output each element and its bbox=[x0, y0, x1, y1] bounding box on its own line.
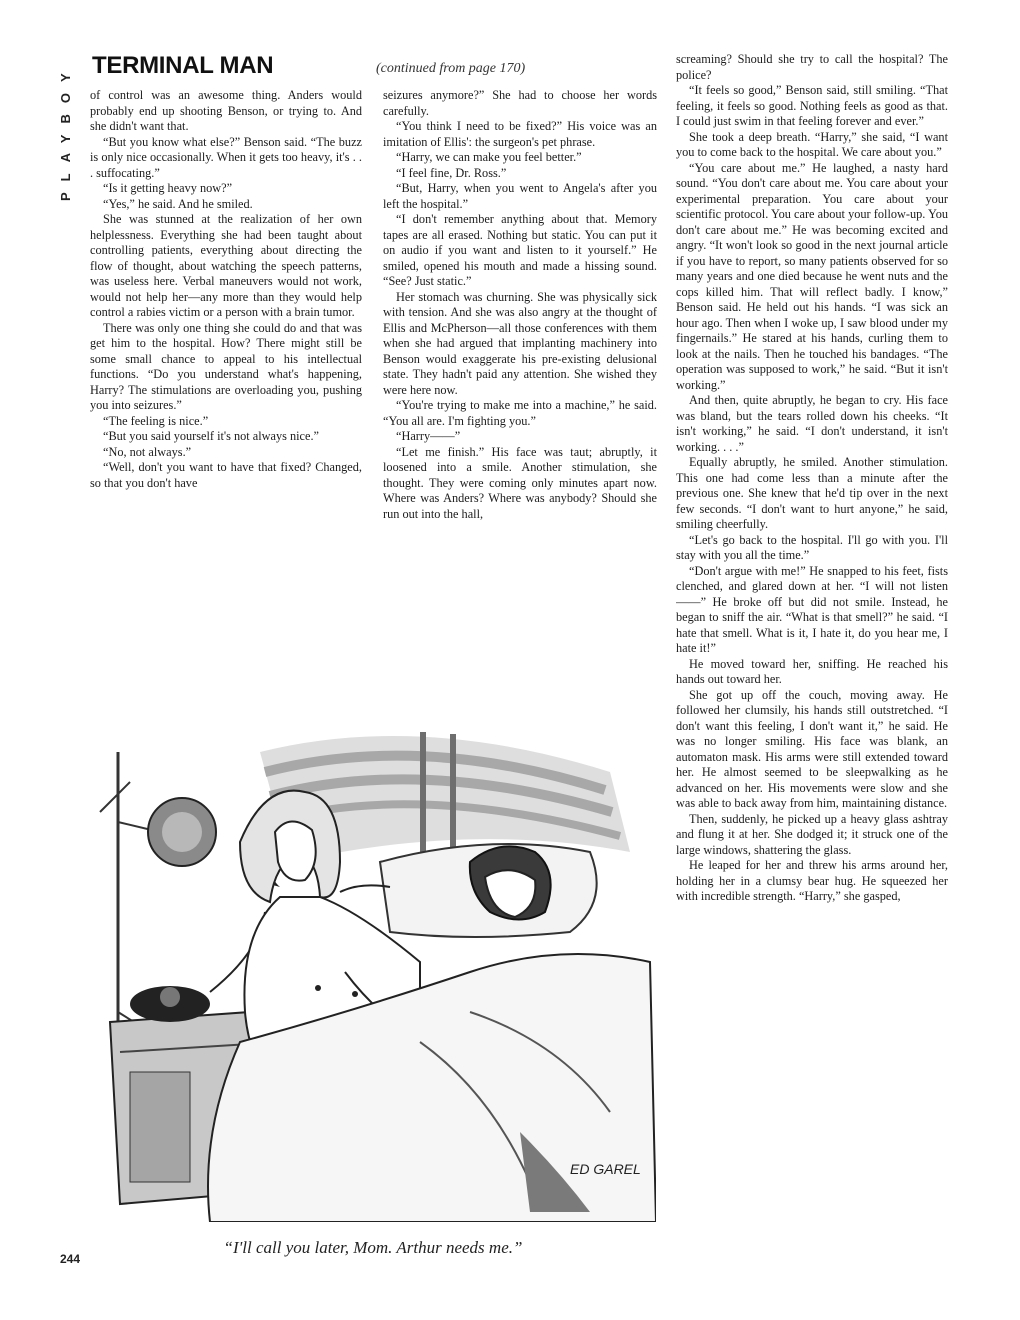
paragraph: He moved toward her, sniffing. He reached his hands out toward her. bbox=[676, 656, 948, 686]
paragraph: “Harry——” bbox=[396, 429, 461, 443]
paragraph: “Harry, we can make you feel better.” bbox=[396, 150, 582, 164]
paragraph: Then, suddenly, he picked up a heavy glass ashtray and flung it at her. She dodged it; it struck one of the large windows, shattering the glass. bbox=[676, 811, 948, 857]
paragraph: Her stomach was churning. She was physically sick with tension. And she was also angry at the thought of Ellis and McPherson—all those conferences with them when she had argued that implanting machinery into Benson would exaggerate his pre-existing delusional state. They hadn't paid any attention. She wished they were here now. bbox=[383, 289, 657, 397]
paragraph: She got up off the couch, moving away. He followed her clumsily, his hands still outstretched. “I don't want this feeling, I don't want it,” he said. He was no longer smiling. His face was blank, an automaton mask. His arms were still extended toward her. He almost seemed to be sleepwalking as he advanced on her. His movements were slow and she was able to back away from him, maintaining distance. bbox=[676, 687, 948, 810]
paragraph: She was stunned at the realization of her own helplessness. Everything she had been taught about controlling patients, everything about directing the flow of thought, about watching the speech patterns, was useless here. Verbal maneuvers would not work, would not help her—any more than they would help control a rabies victim or a person with a brain tumor. bbox=[90, 212, 362, 319]
paragraph: “You care about me.” He laughed, a nasty hard sound. “You don't care about me. You care about your experimental preparation. You care about your scientific protocol. You care about your follow-up. You don't care about me.” He was becoming excited and angry. “It won't look so good in the next journal article if you have to report, so many patients observed for so many years and one died because he went nuts and the cops killed him. That will reflect badly. I know,” Benson said. He held out his hands. “I was sick an hour ago. Then when I woke up, I saw blood under my fingernails.” He stared at his hands, curling them to look at the nails. Then he touched his bandages. “The operation was supposed to work,” he said. “But it isn't working.” bbox=[676, 160, 948, 392]
paragraph: “Don't argue with me!” He snapped to his feet, fists clenched, and glared down at her. “I will not listen——” He broke off but did not smile. Instead, he began to sniff the air. “What is that smell?” he said. “I hate that smell. What is it, I hate it, do you hear me, I hate it!” bbox=[676, 563, 948, 655]
article-title: TERMINAL MAN bbox=[92, 52, 274, 79]
text-column-2 bbox=[383, 88, 657, 696]
paragraph: “Is it getting heavy now?” bbox=[103, 181, 233, 195]
paragraph: Equally abruptly, he smiled. Another stimulation. This one had come less than a minute after the previous one. She knew that he'd tip over in the next few seconds. “I don't want to hurt anyone,” he said, smiling cheerfully. bbox=[676, 455, 948, 531]
text-column-3 bbox=[676, 52, 948, 1262]
paragraph: “But you said yourself it's not always nice.” bbox=[103, 429, 320, 443]
paragraph: She took a deep breath. “Harry,” she said, “I want you to come back to the hospital. We care about you.” bbox=[676, 129, 948, 159]
cartoonist-signature: ED GAREL bbox=[570, 1161, 641, 1177]
magazine-masthead: PLAYBOY bbox=[58, 62, 73, 202]
paragraph: He leaped for her and threw his arms around her, holding her in a clumsy bear hug. He squeezed her with incredible strength. “Harry,” she gasped, bbox=[676, 858, 948, 903]
paragraph: “Let's go back to the hospital. I'll go with you. I'll stay with you all the time.” bbox=[676, 532, 948, 562]
cartoon-caption: “I'll call you later, Mom. Arthur needs me.” bbox=[223, 1238, 523, 1257]
continued-note: (continued from page 170) bbox=[376, 61, 526, 76]
paragraph: “Yes,” he said. And he smiled. bbox=[103, 196, 253, 211]
paragraph: “No, not always.” bbox=[103, 444, 192, 459]
paragraph: “I don't remember anything about that. Memory tapes are all erased. Nothing but static. You can put it on audio if you want and listen to it yourself.” He smiled, opened his mouth and made a hissing sound. “See? Just static.” bbox=[383, 212, 657, 288]
paragraph: “Well, don't you want to have that fixed? Changed, so that you don't have bbox=[90, 460, 362, 490]
paragraph: “But you know what else?” Benson said. “The buzz is only nice occasionally. When it gets too heavy, it's . . . suffocating.” bbox=[90, 134, 362, 180]
paragraph: “You think I need to be fixed?” His voice was an imitation of Ellis': the surgeon's pet phrase. bbox=[383, 119, 657, 149]
paragraph: “But, Harry, when you went to Angela's after you left the hospital.” bbox=[383, 181, 657, 211]
text-column-1 bbox=[90, 88, 362, 696]
paragraph: And then, quite abruptly, he began to cry. His face was bland, but the tears rolled down his cheeks. “It isn't working,” he said. “I don't understand, it isn't working. . . .” bbox=[676, 393, 948, 454]
paragraph: seizures anymore?” She had to choose her words carefully. bbox=[383, 88, 657, 118]
paragraph: “The feeling is nice.” bbox=[103, 413, 209, 428]
page-number: 244 bbox=[60, 1252, 81, 1266]
paragraph: “I feel fine, Dr. Ross.” bbox=[396, 165, 507, 180]
paragraph: “It feels so good,” Benson said, still smiling. “That feeling, it feels so good. Nothing feels as good as that. I could just swim in that feeling forever and ever.” bbox=[676, 83, 948, 128]
paragraph: There was only one thing she could do and that was get him to the hospital. How? There might still be some small chance to appeal to his intellectual functions. “Do you understand what's happening, Harry? The stimulations are overloading you, pushing you into seizures.” bbox=[90, 320, 362, 412]
paragraph: of control was an awesome thing. Anders would probably end up shooting Benson, or trying to. And she didn't want that. bbox=[90, 88, 362, 133]
cartoon-illustration bbox=[90, 712, 656, 1222]
paragraph: screaming? Should she try to call the hospital? The police? bbox=[676, 52, 948, 82]
paragraph: “Let me finish.” His face was taut; abruptly, it loosened into a smile. Another stimulation, she thought. They were coming only minutes apart now. Where was Anders? Where was anybody? Should she run out into the hall, bbox=[383, 444, 657, 521]
paragraph: “You're trying to make me into a machine,” he said. “You all are. I'm fighting you.” bbox=[383, 398, 657, 428]
